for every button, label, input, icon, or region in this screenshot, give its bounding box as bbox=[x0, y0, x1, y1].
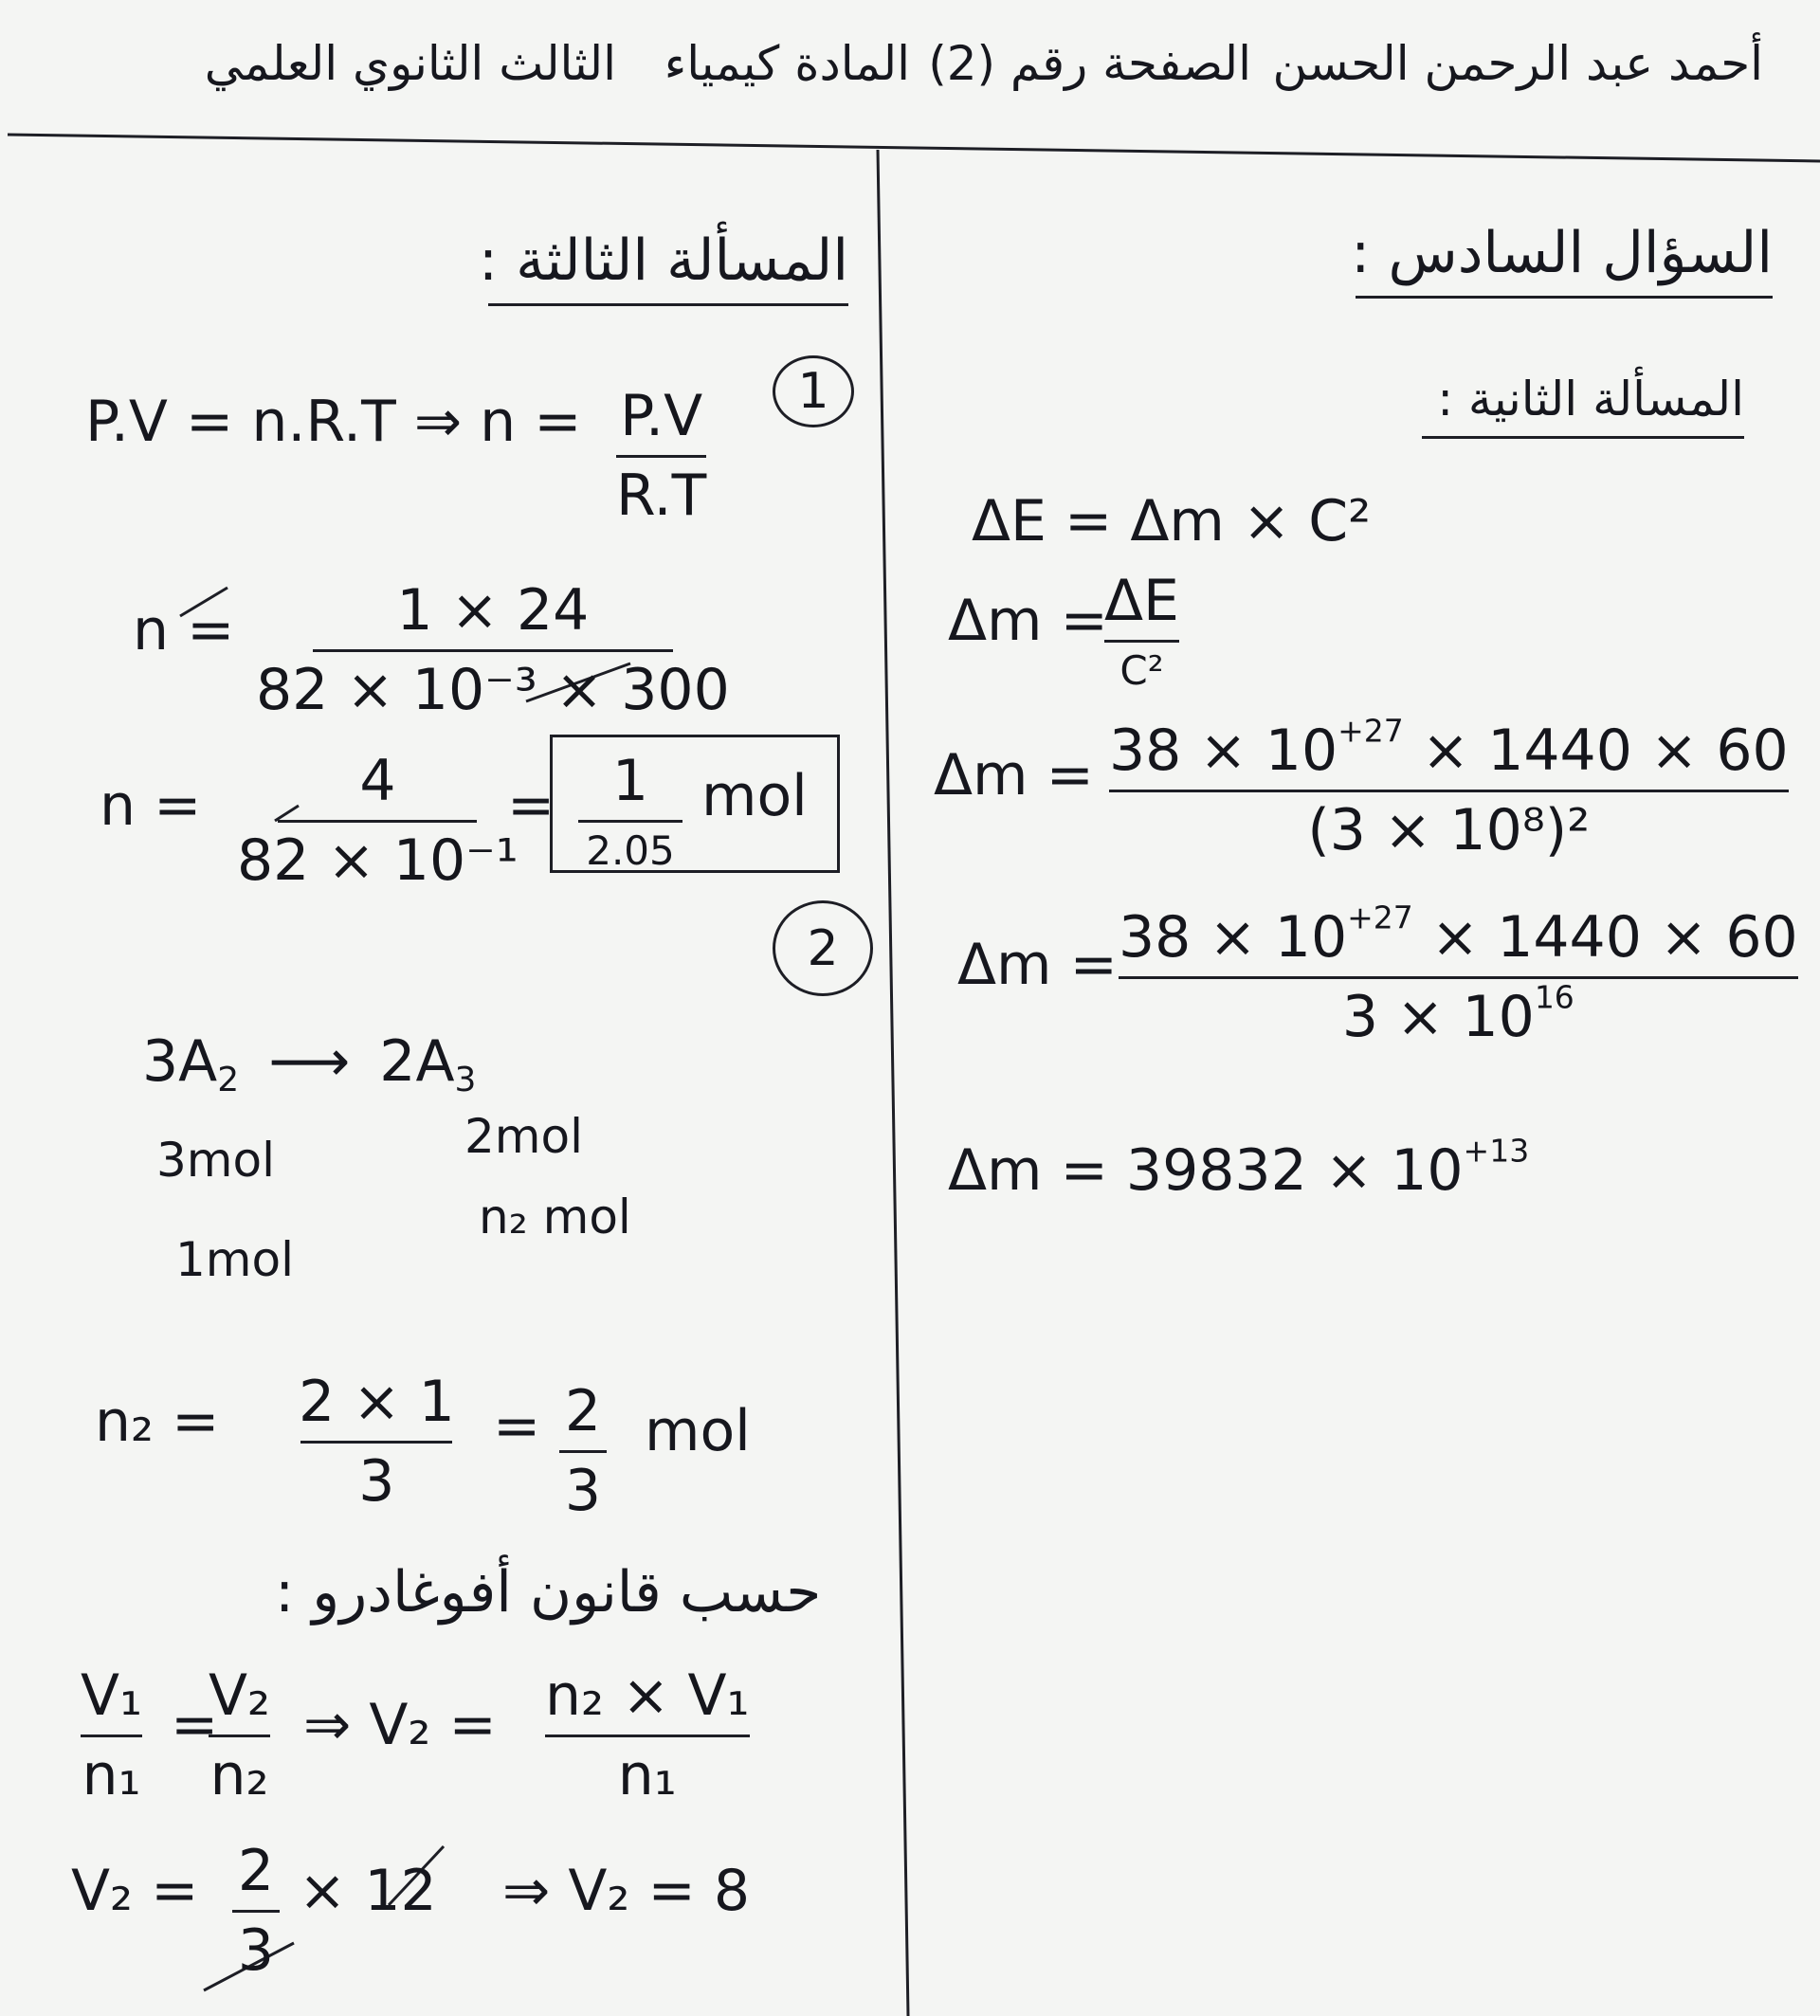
equals-sign: = bbox=[171, 1692, 219, 1758]
gas-law-fraction bbox=[616, 384, 706, 529]
n-calc2-fraction bbox=[237, 749, 519, 894]
fraction-numerator: V₁ bbox=[81, 1662, 143, 1729]
fraction-denominator: 82 × 10⁻¹ bbox=[237, 827, 519, 894]
avogadro-implies: ⇒ V₂ = bbox=[303, 1692, 497, 1758]
final-mass-result: $\Delta m = 39832 \times 10^{+13}$ bbox=[948, 1132, 1530, 1204]
delta-m-fraction bbox=[1104, 569, 1179, 694]
part-number-1: 1 bbox=[773, 355, 854, 427]
grade-label: الثالث الثانوي العلمي bbox=[204, 36, 616, 91]
subject-label: المادة كيمياء bbox=[664, 36, 910, 91]
fraction-numerator: n₂ × V₁ bbox=[545, 1662, 750, 1729]
equals-sign: = bbox=[507, 772, 555, 839]
fraction-denominator: n₂ bbox=[209, 1742, 269, 1808]
fraction-denominator: C² bbox=[1119, 647, 1164, 694]
problem-title-right: المسألة الثانية : bbox=[1422, 372, 1744, 439]
part-number-2: 2 bbox=[773, 900, 873, 996]
problem-title-left: المسألة الثالثة : bbox=[488, 227, 848, 306]
mole-ratio-right-1: 2mol bbox=[464, 1109, 583, 1164]
column-divider bbox=[878, 150, 908, 2016]
equals-sign: = bbox=[493, 1393, 541, 1460]
reaction-arrow: ⟶ bbox=[268, 1028, 351, 1095]
fraction-numerator: 1 bbox=[611, 748, 649, 814]
mass-energy-equation: ΔE = Δm × C² bbox=[972, 488, 1372, 554]
avogadro-fraction-1 bbox=[81, 1663, 142, 1808]
result-unit: mol bbox=[701, 763, 808, 829]
avogadro-fraction-2 bbox=[209, 1663, 270, 1808]
fraction-denominator: n₁ bbox=[617, 1742, 677, 1808]
fraction-numerator: ΔE bbox=[1104, 568, 1179, 634]
header-rule bbox=[8, 135, 1820, 161]
v2-fraction bbox=[232, 1839, 280, 1984]
question-title: السؤال السادس : bbox=[1356, 220, 1773, 299]
v2-lhs: V₂ = bbox=[71, 1858, 199, 1924]
delta-m-lhs-3: Δm = bbox=[957, 932, 1118, 998]
fraction-denominator: 3 bbox=[564, 1458, 602, 1524]
avogadro-fraction-3 bbox=[545, 1663, 750, 1808]
fraction-numerator: 2 bbox=[564, 1378, 602, 1444]
fraction-numerator: 4 bbox=[359, 748, 396, 814]
fraction-denominator: (3 × 10⁸)² bbox=[1307, 797, 1591, 863]
substitution-fraction bbox=[1109, 712, 1789, 863]
fraction-numerator: V₂ bbox=[209, 1662, 271, 1729]
delta-m-lhs: Δm = bbox=[948, 588, 1108, 654]
fraction-numerator: 1 × 24 bbox=[396, 577, 590, 644]
n2-unit: mol bbox=[645, 1398, 751, 1464]
n2-result-fraction bbox=[559, 1379, 607, 1524]
fraction-numerator: P.V bbox=[620, 383, 703, 449]
student-name: أحمد عبد الرحمن الحسن bbox=[1272, 36, 1763, 91]
fraction-numerator: $38 \times 10^{+27} \times 1440 \times 60$ bbox=[1119, 899, 1798, 971]
n2-lhs: n₂ = bbox=[95, 1389, 220, 1455]
v2-multiplier: × 12 bbox=[299, 1858, 437, 1924]
fraction-denominator: 3 bbox=[237, 1917, 275, 1984]
avogadro-law-title: حسب قانون أفوغادرو : bbox=[275, 1559, 822, 1626]
simplified-fraction bbox=[1119, 899, 1798, 1050]
n-calc-fraction bbox=[256, 578, 730, 723]
n-calc2-lhs: n = bbox=[100, 772, 202, 839]
ideal-gas-law: P.V = n.R.T ⇒ n = bbox=[85, 389, 582, 455]
fraction-numerator: 2 bbox=[237, 1838, 275, 1904]
delta-m-lhs-2: Δm = bbox=[934, 742, 1094, 808]
fraction-denominator: 2.05 bbox=[586, 827, 675, 874]
fraction-denominator: $3 \times 10^{16}$ bbox=[1341, 978, 1574, 1050]
reaction-equation: $3A_2$ ⟶ $2A_3$ bbox=[142, 1028, 477, 1099]
mole-ratio-left-2: 1mol bbox=[175, 1232, 294, 1287]
fraction-denominator: 82 × 10⁻³ × 300 bbox=[256, 657, 730, 723]
v2-result: ⇒ V₂ = 8 bbox=[502, 1858, 751, 1924]
result-fraction bbox=[578, 749, 682, 874]
fraction-numerator: 2 × 1 bbox=[299, 1369, 455, 1435]
n-calc-lhs: n = bbox=[133, 597, 235, 663]
mole-ratio-left-1: 3mol bbox=[156, 1133, 275, 1188]
page-label: الصفحة رقم (2) bbox=[928, 36, 1251, 91]
fraction-denominator: R.T bbox=[616, 463, 707, 529]
n2-fraction bbox=[299, 1370, 455, 1515]
fraction-denominator: 3 bbox=[358, 1448, 395, 1515]
fraction-denominator: n₁ bbox=[82, 1742, 141, 1808]
mole-ratio-right-2: n₂ mol bbox=[479, 1190, 631, 1244]
fraction-numerator: $38 \times 10^{+27} \times 1440 \times 60$ bbox=[1109, 712, 1789, 784]
